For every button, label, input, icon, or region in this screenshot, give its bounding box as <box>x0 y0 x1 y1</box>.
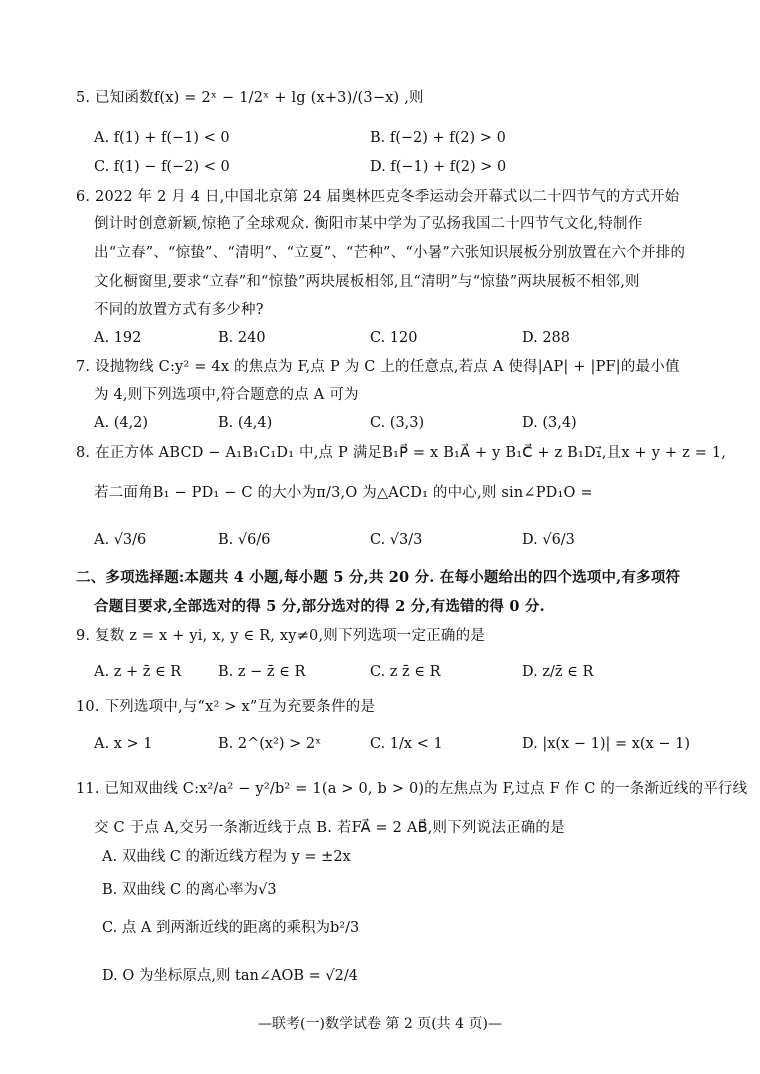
question-10-option-b: B. 2^(x²) > 2ˣ <box>218 736 322 752</box>
question-5-option-c: C. f(1) − f(−2) < 0 <box>94 159 230 175</box>
question-9-option-a: A. z + z̄ ∈ R <box>94 664 182 680</box>
question-10-stem: 10. 下列选项中,与“x² > x”互为充要条件的是 <box>76 699 376 715</box>
question-6-line: 不同的放置方式有多少种? <box>94 302 264 318</box>
question-11-line: 交 C 于点 A,交另一条渐近线于点 B. 若FA⃗ = 2 AB⃗,则下列说法正确的是 <box>94 820 565 836</box>
question-11-option-d: D. O 为坐标原点,则 tan∠AOB = √2/4 <box>102 968 358 984</box>
section-2-instructions: 合题目要求,全部选对的得 5 分,部分选对的得 2 分,有选错的得 0 分. <box>94 598 545 615</box>
question-6-line: 6. 2022 年 2 月 4 日,中国北京第 24 届奥林匹克冬季运动会开幕式以二十四节气的方式开始 <box>76 189 680 205</box>
question-11-option-c: C. 点 A 到两渐近线的距离的乘积为b²/3 <box>102 920 360 936</box>
question-7-line: 为 4,则下列选项中,符合题意的点 A 可为 <box>94 387 359 403</box>
question-7-option-c: C. (3,3) <box>370 415 425 431</box>
question-6-option-c: C. 120 <box>370 330 418 346</box>
question-8-line: 若二面角B₁ − PD₁ − C 的大小为π/3,O 为△ACD₁ 的中心,则 sin∠PD₁O = <box>94 485 593 501</box>
question-9-option-b: B. z − z̄ ∈ R <box>218 664 306 680</box>
question-7-option-d: D. (3,4) <box>522 415 577 431</box>
question-11-option-a: A. 双曲线 C 的渐近线方程为 y = ±2x <box>102 849 351 865</box>
question-6-option-d: D. 288 <box>522 330 571 346</box>
question-7-option-b: B. (4,4) <box>218 415 273 431</box>
question-9-stem: 9. 复数 z = x + yi, x, y ∈ R, xy≠0,则下列选项一定正确的是 <box>76 628 485 644</box>
question-11-line: 11. 已知双曲线 C:x²/a² − y²/b² = 1(a > 0, b > 0)的左焦点为 F,过点 F 作 C 的一条渐近线的平行线 <box>76 781 748 797</box>
question-6-line: 倒计时创意新颖,惊艳了全球观众. 衡阳市某中学为了弘扬我国二十四节气文化,特制作 <box>94 216 643 232</box>
question-7-option-a: A. (4,2) <box>94 415 149 431</box>
question-5-option-a: A. f(1) + f(−1) < 0 <box>94 130 230 146</box>
question-8-option-a: A. √3/6 <box>94 532 147 548</box>
question-8-option-d: D. √6/3 <box>522 532 575 548</box>
question-10-option-d: D. |x(x − 1)| = x(x − 1) <box>522 736 690 752</box>
question-9-option-c: C. z z̄ ∈ R <box>370 664 441 680</box>
question-6-line: 出“立春”、“惊蛰”、“清明”、“立夏”、“芒种”、“小暑”六张知识展板分别放置在六个并排的 <box>94 245 686 261</box>
question-8-line: 8. 在正方体 ABCD − A₁B₁C₁D₁ 中,点 P 满足B₁P⃗ = x B₁A⃗ + y B₁C⃗ + z B₁D₁⃗,且x + y + z = 1, <box>76 445 727 461</box>
question-10-option-c: C. 1/x < 1 <box>370 736 443 752</box>
question-6-option-b: B. 240 <box>218 330 266 346</box>
question-8-option-b: B. √6/6 <box>218 532 271 548</box>
question-9-option-d: D. z/z̄ ∈ R <box>522 664 594 680</box>
question-5-option-b: B. f(−2) + f(2) > 0 <box>370 130 506 146</box>
question-6-line: 文化橱窗里,要求“立春”和“惊蛰”两块展板相邻,且“清明”与“惊蛰”两块展板不相邻,则 <box>94 274 640 290</box>
question-11-option-b: B. 双曲线 C 的离心率为√3 <box>102 882 277 898</box>
page-footer: —联考(一)数学试卷 第 2 页(共 4 页)— <box>258 1016 502 1032</box>
question-5-option-d: D. f(−1) + f(2) > 0 <box>370 159 507 175</box>
section-2-heading: 二、多项选择题:本题共 4 小题,每小题 5 分,共 20 分. 在每小题给出的四个选项中,有多项符 <box>76 569 681 586</box>
question-5-stem: 5. 已知函数f(x) = 2ˣ − 1/2ˣ + lg (x+3)/(3−x) ,则 <box>76 90 424 106</box>
question-7-line: 7. 设抛物线 C:y² = 4x 的焦点为 F,点 P 为 C 上的任意点,若点 A 使得|AP| + |PF|的最小值 <box>76 359 680 375</box>
question-10-option-a: A. x > 1 <box>94 736 153 752</box>
question-6-option-a: A. 192 <box>94 330 142 346</box>
question-8-option-c: C. √3/3 <box>370 532 423 548</box>
